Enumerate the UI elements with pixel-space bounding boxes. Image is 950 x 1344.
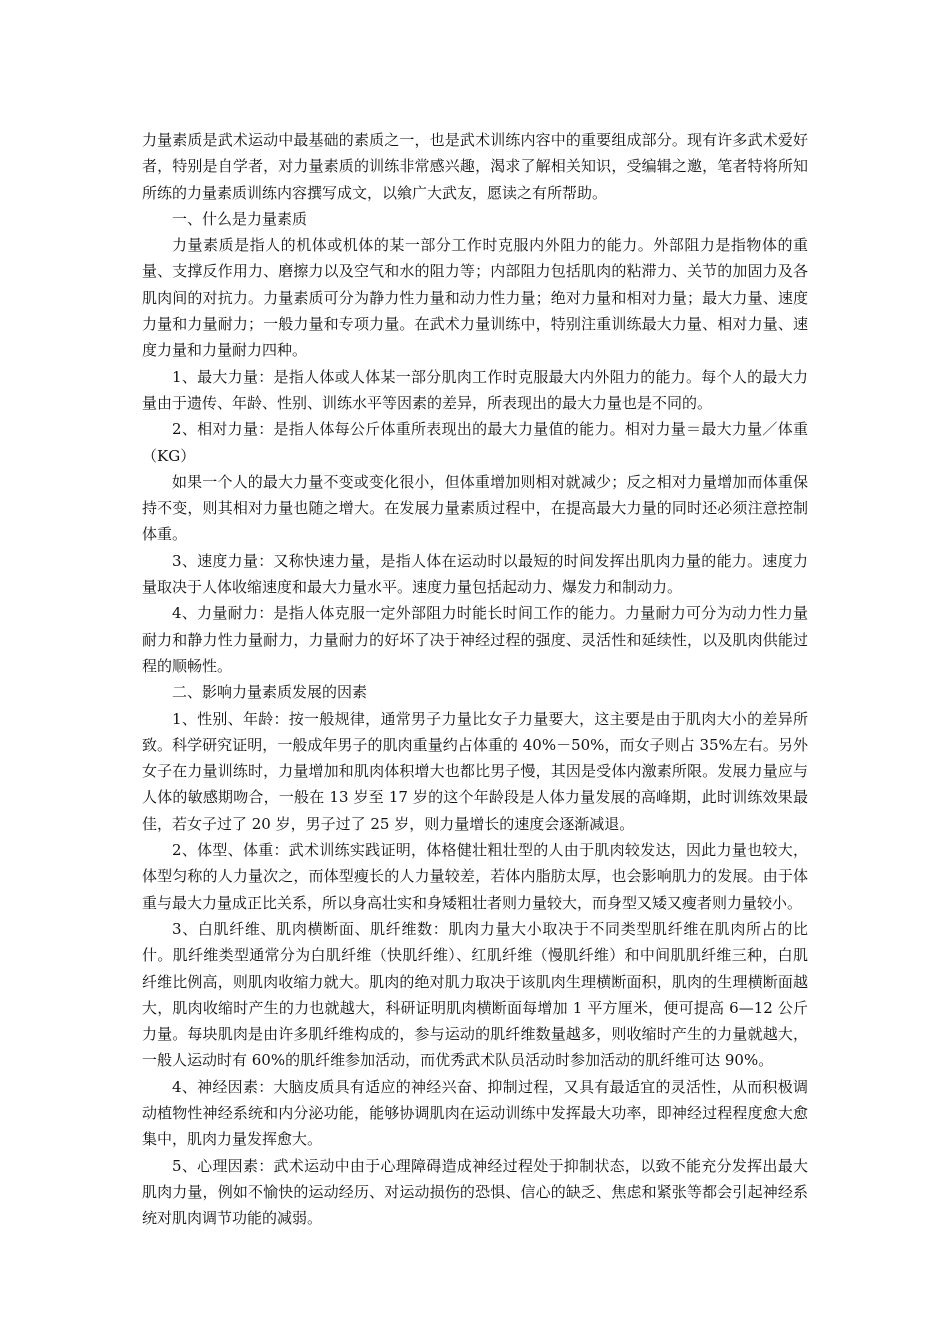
speed-strength-paragraph: 3、速度力量：又称快速力量，是指人体在运动时以最短的时间发挥出肌肉力量的能力。速度力量取决于人体收缩速度和最大力量水平。速度力量包括起动力、爆发力和制动力。 <box>142 551 808 597</box>
intro-paragraph: 力量素质是武术运动中最基础的素质之一，也是武术训练内容中的重要组成部分。现有许多武术爱好者，特别是自学者，对力量素质的训练非常感兴趣，渴求了解相关知识，受编辑之邀，笔者特将所知所练的力量素质训练内容撰写成文，以飨广大武友，愿读之有所帮助。 <box>142 131 808 202</box>
definition-paragraph: 力量素质是指人的机体或机体的某一部分工作时克服内外阻力的能力。外部阻力是指物体的重量、支撑反作用力、磨擦力以及空气和水的阻力等；内部阻力包括肌肉的粘滞力、关节的加固力及各肌肉间的对抗力。力量素质可分为静力性力量和动力性力量；绝对力量和相对力量；最大力量、速度力量和力量耐力；一般力量和专项力量。在武术力量训练中，特别注重训练最大力量、相对力量、速度力量和力量耐力四种。 <box>142 236 808 360</box>
document-page <box>142 127 808 1231</box>
psychological-factor-paragraph: 5、心理因素：武术运动中由于心理障碍造成神经过程处于抑制状态，以致不能充分发挥出最大肌肉力量，例如不愉快的运动经历、对运动损伤的恐惧、信心的缺乏、焦虑和紧张等都会引起神经系统对肌肉调节功能的减弱。 <box>142 1156 808 1228</box>
max-strength-paragraph: 1、最大力量：是指人体或人体某一部分肌肉工作时克服最大内外阻力的能力。每个人的最大力量由于遗传、年龄、性别、训练水平等因素的差异，所表现出的最大力量也是不同的。 <box>142 367 808 412</box>
relative-strength-paragraph: 2、相对力量：是指人体每公斤体重所表现出的最大力量值的能力。相对力量＝最大力量／体重（KG） <box>142 420 808 465</box>
section-heading-1: 一、什么是力量素质 <box>172 209 308 228</box>
neural-factor-paragraph: 4、神经因素：大脑皮质具有适应的神经兴奋、抑制过程，又具有最适宜的灵活性，从而积极调动植物性神经系统和内分泌功能，能够协调肌肉在运动训练中发挥最大功率，即神经过程程度愈大愈集中，肌肉力量发挥愈大。 <box>142 1077 808 1149</box>
section-heading-2: 二、影响力量素质发展的因素 <box>172 683 368 702</box>
gender-age-paragraph: 1、性别、年龄：按一般规律，通常男子力量比女子力量要大，这主要是由于肌肉大小的差异所致。科学研究证明，一般成年男子的肌肉重量约占体重的 40%－50%，而女子则占 35%左右。另外女子在力量训练时，力量增加和肌肉体积增大也都比男子慢，其因是受体内激素所限。发展力量应与人体的敏感期吻合，一般在 13 岁至 17 岁的这个年龄段是人体力量发展的高峰期，此时训练效果最佳，若女子过了 20 岁，男子过了 25 岁，则力量增长的速度会逐渐减退。 <box>142 709 808 833</box>
body-type-paragraph: 2、体型、体重：武术训练实践证明，体格健壮粗壮型的人由于肌肉较发达，因此力量也较大，体型匀称的人力量次之，而体型瘦长的人力量较差，若体内脂肪太厚，也会影响肌力的发展。由于体重与最大力量成正比关系，所以身高壮实和身矮粗壮者则力量较大，而身型又矮又瘦者则力量较小。 <box>142 841 808 912</box>
strength-endurance-paragraph: 4、力量耐力：是指人体克服一定外部阻力时能长时间工作的能力。力量耐力可分为动力性力量耐力和静力性力量耐力，力量耐力的好坏了决于神经过程的强度、灵活性和延续性，以及肌肉供能过程的顺畅性。 <box>142 604 808 675</box>
muscle-fiber-paragraph: 3、白肌纤维、肌肉横断面、肌纤维数：肌肉力量大小取决于不同类型肌纤维在肌肉所占的比什。肌纤维类型通常分为白肌纤维（快肌纤维）、红肌纤维（慢肌纤维）和中间肌肌纤维三种，白肌纤维比例高，则肌肉收缩力就大。肌肉的绝对肌力取决于该肌肉生理横断面积，肌肉的生理横断面越大，肌肉收缩时产生的力也就越大，科研证明肌肉横断面每增加 1 平方厘米，便可提高 6—12 公斤力量。每块肌肉是由许多肌纤维构成的，参与运动的肌纤维数量越多，则收缩时产生的力量就越大，一般人运动时有 60%的肌纤维参加活动，而优秀武术队员活动时参加活动的肌纤维可达 90%。 <box>142 919 808 1070</box>
relative-strength-note-paragraph: 如果一个人的最大力量不变或变化很小，但体重增加则相对就减少；反之相对力量增加而体重保持不变，则其相对力量也随之增大。在发展力量素质过程中，在提高最大力量的同时还必须注意控制体重。 <box>142 472 808 544</box>
